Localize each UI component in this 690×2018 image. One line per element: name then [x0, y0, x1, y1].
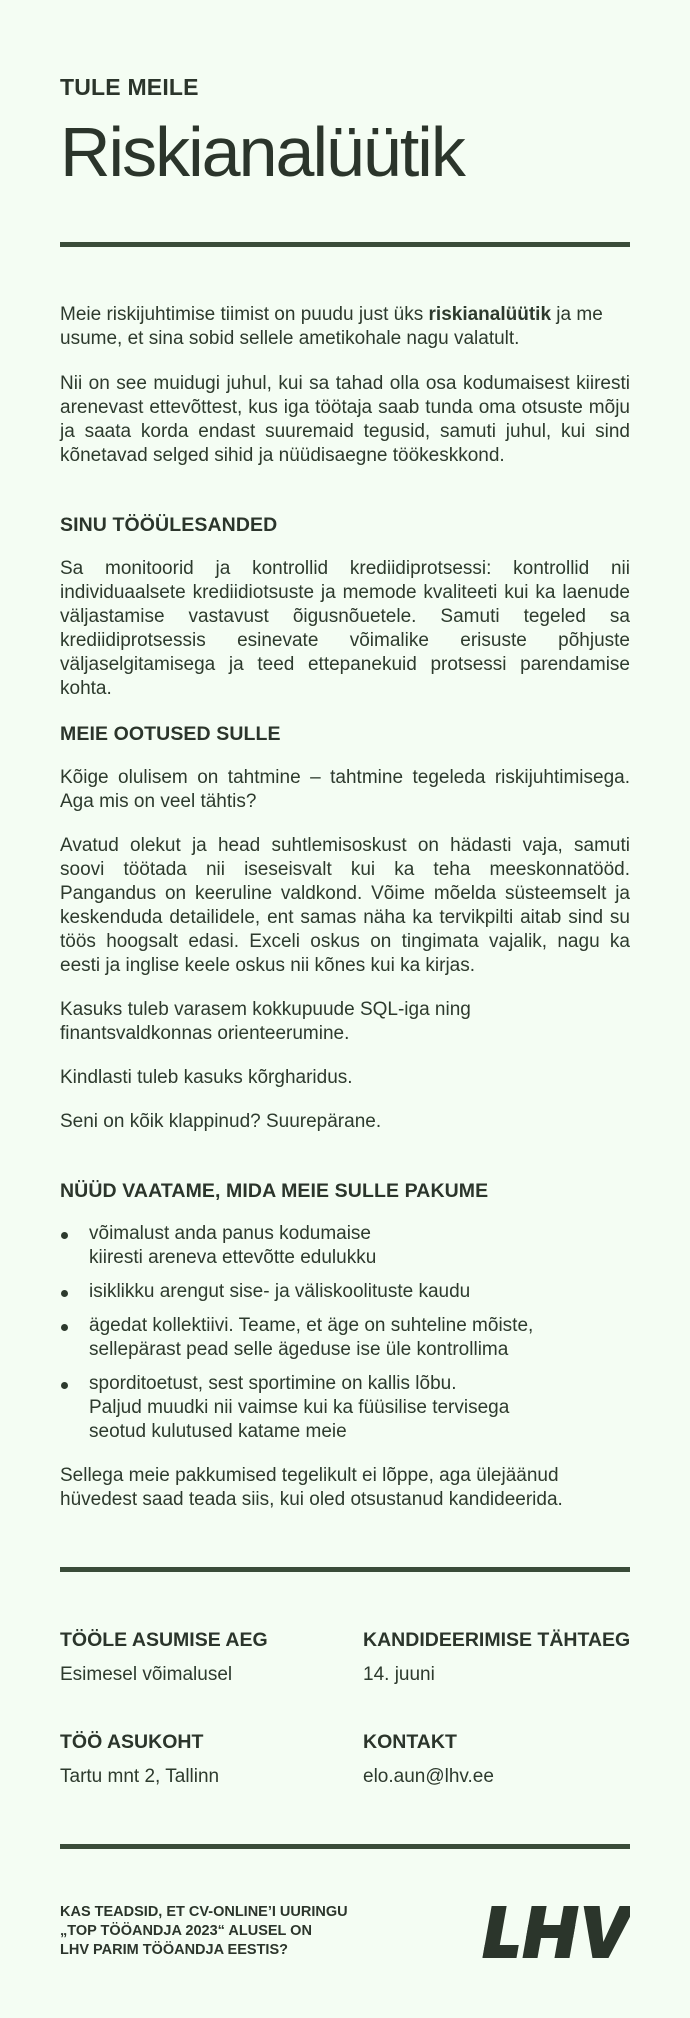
- list-item: ägedat kollektiivi. Teame, et äge on suhteline mõiste, sellepärast pead selle ägeduse ise üle kontrollima: [60, 1314, 630, 1362]
- deadline-value: 14. juuni: [363, 1664, 435, 1685]
- location-value: Tartu mnt 2, Tallinn: [60, 1766, 220, 1787]
- offer-closing: Sellega meie pakkumised tegelikult ei lõppe, aga ülejäänud hüvedest saad teada siis, kui oled otsustanud kandideerida.: [60, 1465, 563, 1510]
- duties-heading: SINU TÖÖÜLESANDED: [60, 514, 278, 536]
- page-title: Riskianalüütik: [60, 113, 464, 191]
- list-item: võimalust anda panus kodumaise kiiresti areneva ettevõtte edulukku: [60, 1222, 630, 1270]
- contact-label: KONTAKT: [363, 1731, 457, 1753]
- expectations-paragraph-4: Kindlasti tuleb kasuks kõrgharidus.: [60, 1067, 353, 1088]
- start-label: TÖÖLE ASUMISE AEG: [60, 1629, 268, 1651]
- deadline-label: KANDIDEERIMISE TÄHTAEG: [363, 1629, 631, 1651]
- lhv-logo: [478, 1904, 630, 1960]
- offer-heading: NÜÜD VAATAME, MIDA MEIE SULLE PAKUME: [60, 1180, 489, 1202]
- expectations-paragraph-2: Avatud olekut ja head suhtlemisoskust on hädasti vaja, samuti soovi töötada nii iseseisvalt kui ka teha meeskonnatööd. Pangandus on keeruline valdkond. Võime mõelda süsteemselt ja keskenduda detailidele, ent samas näha ka tervikpilti aitab sind su töös hoogsalt edasi. Exceli oskus on tingimata vajalik, nagu ka eesti ja inglise keele oskus nii kõnes kui ka kirjas.: [60, 835, 630, 976]
- list-item: isiklikku arengut sise- ja väliskoolituste kaudu: [60, 1280, 630, 1304]
- expectations-heading: MEIE OOTUSED SULLE: [60, 723, 281, 745]
- location-label: TÖÖ ASUKOHT: [60, 1731, 204, 1753]
- footer-note: KAS TEADSID, ET CV-ONLINE’I UURINGU „TOP TÖÖANDJA 2023“ ALUSEL ON LHV PARIM TÖÖANDJA EESTIS?: [60, 1904, 348, 1958]
- expectations-paragraph-1: Kõige olulisem on tahtmine – tahtmine tegeleda riskijuhtimisega. Aga mis on veel tähtis?: [60, 767, 630, 812]
- contact-email-link[interactable]: elo.aun@lhv.ee: [363, 1766, 494, 1787]
- intro-paragraph-1: Meie riskijuhtimise tiimist on puudu just üks riskianalüütik ja me usume, et sina sobid sellele ametikohale nagu valatult.: [60, 304, 603, 349]
- offer-list: [60, 1222, 630, 1454]
- start-value: Esimesel võimalusel: [60, 1664, 233, 1685]
- divider-middle: [60, 1567, 630, 1572]
- divider-bottom: [60, 1844, 630, 1849]
- eyebrow: TULE MEILE: [60, 74, 199, 100]
- divider-top: [60, 242, 630, 247]
- duties-paragraph: Sa monitoorid ja kontrollid krediidiprotsessi: kontrollid nii individuaalsete krediidiotsuste ja memode kvaliteeti kui ka laenude väljastamise vastavust õigusnõuetele. Samuti tegeled sa krediidiprotsessis esinevate võimalike erisuste põhjuste väljaselgitamisega ja teed ettepanekuid protsessi parendamise kohta.: [60, 558, 630, 699]
- intro-paragraph-2: Nii on see muidugi juhul, kui sa tahad olla osa kodumaisest kiiresti arenevast ettevõttest, kus iga töötaja saab tunda oma otsuste mõju ja saata korda endast suuremaid tegusid, samuti juhul, kui sind kõnetavad selged sihid ja nüüdisaegne töökeskkond.: [60, 373, 630, 466]
- expectations-paragraph-5: Seni on kõik klappinud? Suurepärane.: [60, 1111, 382, 1132]
- expectations-paragraph-3: Kasuks tuleb varasem kokkupuude SQL-iga ning finantsvaldkonnas orienteerumine.: [60, 999, 471, 1044]
- list-item: sporditoetust, sest sportimine on kallis lõbu. Paljud muudki nii vaimse kui ka füüsilise tervisega seotud kulutused katame meie: [60, 1372, 630, 1444]
- intro-highlight: riskianalüütik: [428, 304, 552, 325]
